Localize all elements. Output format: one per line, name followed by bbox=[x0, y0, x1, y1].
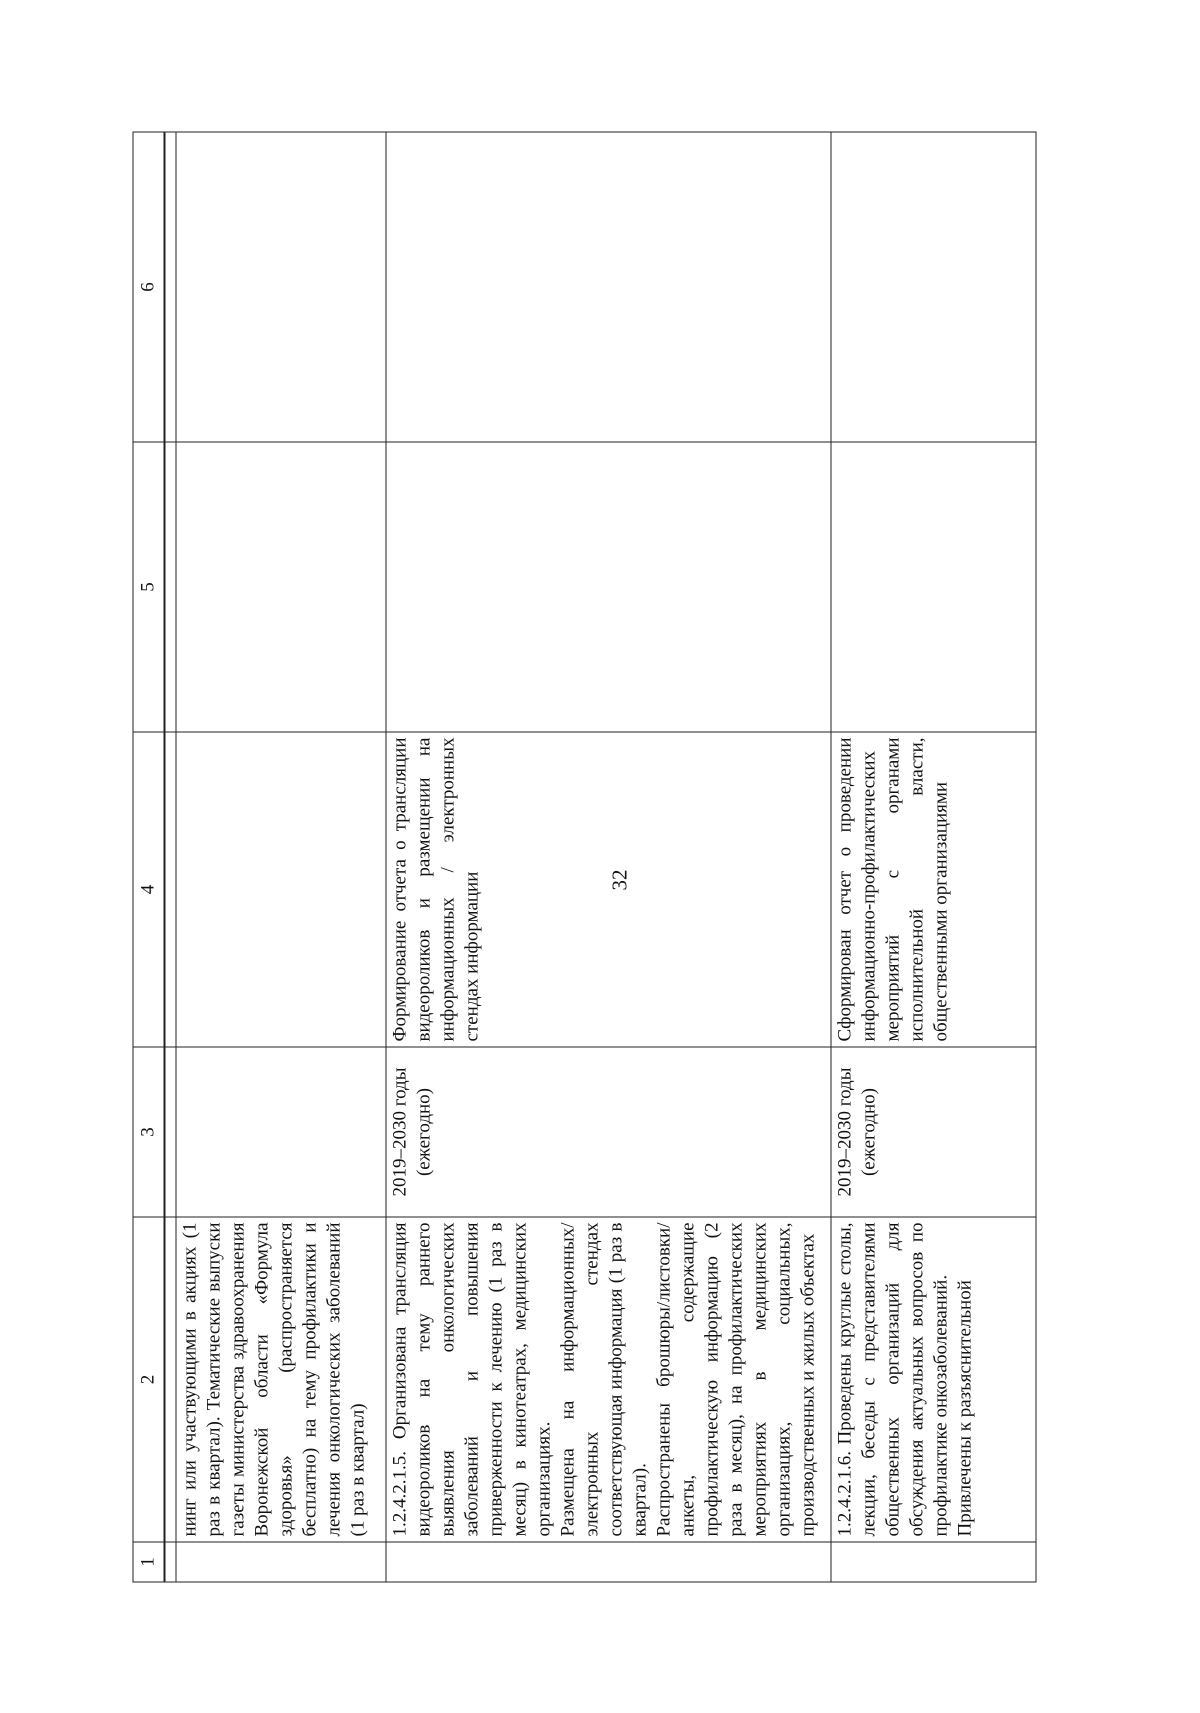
header-cell-6: 6 bbox=[133, 132, 165, 442]
cell-period: 2019–2030 годы (ежегодно) bbox=[386, 1047, 831, 1217]
cell-activity bbox=[386, 1217, 831, 1542]
rotated-table-container bbox=[133, 133, 1068, 1583]
cell-col6 bbox=[386, 132, 831, 442]
table-row bbox=[176, 132, 386, 1582]
cell-number bbox=[386, 1542, 831, 1582]
activity-text: 1.2.4.2.1.6. Проведены круглые столы, лекции, беседы с представителями общественных организаций для обсуждения актуальных вопросов по профилактике онкозаболеваний. Привлечены к разъяснительной bbox=[834, 1222, 976, 1537]
cell-result bbox=[176, 732, 386, 1047]
header-cell-1: 1 bbox=[133, 1542, 165, 1582]
cell-activity bbox=[831, 1217, 1036, 1542]
cell-number bbox=[831, 1542, 1036, 1582]
cell-number bbox=[176, 1542, 386, 1582]
header-cell-4: 4 bbox=[133, 732, 165, 1047]
activity-text: нинг или участвующими в акциях (1 раз в квартал). Тематические выпуски газеты министерства здравоохранения Воронежской области «Формула здоровья» (распространяется бесплатно) на тему профилактики и лечения онкологических заболеваний (1 раз в квартал) bbox=[179, 1222, 369, 1537]
table-row bbox=[386, 132, 831, 1582]
cell-col5 bbox=[176, 442, 386, 732]
header-cell-5: 5 bbox=[133, 442, 165, 732]
table-row bbox=[831, 132, 1036, 1582]
table-header-row bbox=[133, 132, 165, 1582]
cell-period: 2019–2030 годы (ежегодно) bbox=[831, 1047, 1036, 1217]
cell-result: Сформирован отчет о проведении информационно-профилактических мероприятий с органами исполнительной власти, общественными организациями bbox=[831, 732, 1036, 1047]
cell-col5 bbox=[386, 442, 831, 732]
header-cell-2: 2 bbox=[133, 1217, 165, 1542]
cell-result: Формирование отчета о трансляции видеороликов и размещении на информационных / электронных стендах информации bbox=[386, 732, 831, 1047]
cell-col6 bbox=[176, 132, 386, 442]
header-cell-3: 3 bbox=[133, 1047, 165, 1217]
cell-col5 bbox=[831, 442, 1036, 732]
measures-table bbox=[133, 132, 1037, 1583]
cell-period bbox=[176, 1047, 386, 1217]
page-number: 32 bbox=[607, 869, 632, 891]
activity-text: 1.2.4.2.1.5. Организована трансляция видеороликов на тему раннего выявления онкологических заболеваний и повышения приверженности к лечению (1 раз в месяц) в кинотеатрах, медицинских организациях. Размещена на информационных/электронных стендах соответствующая информация (1 раз в квартал). Распространены брошюры/листовки/анкеты, содержащие профилактическую информацию (2 раза в месяц), на профилактических мероприятиях в медицинских организациях, социальных, производственных и жилых объектах bbox=[389, 1222, 819, 1537]
header-separator-row bbox=[165, 132, 177, 1582]
cell-col6 bbox=[831, 132, 1036, 442]
cell-activity bbox=[176, 1217, 386, 1542]
